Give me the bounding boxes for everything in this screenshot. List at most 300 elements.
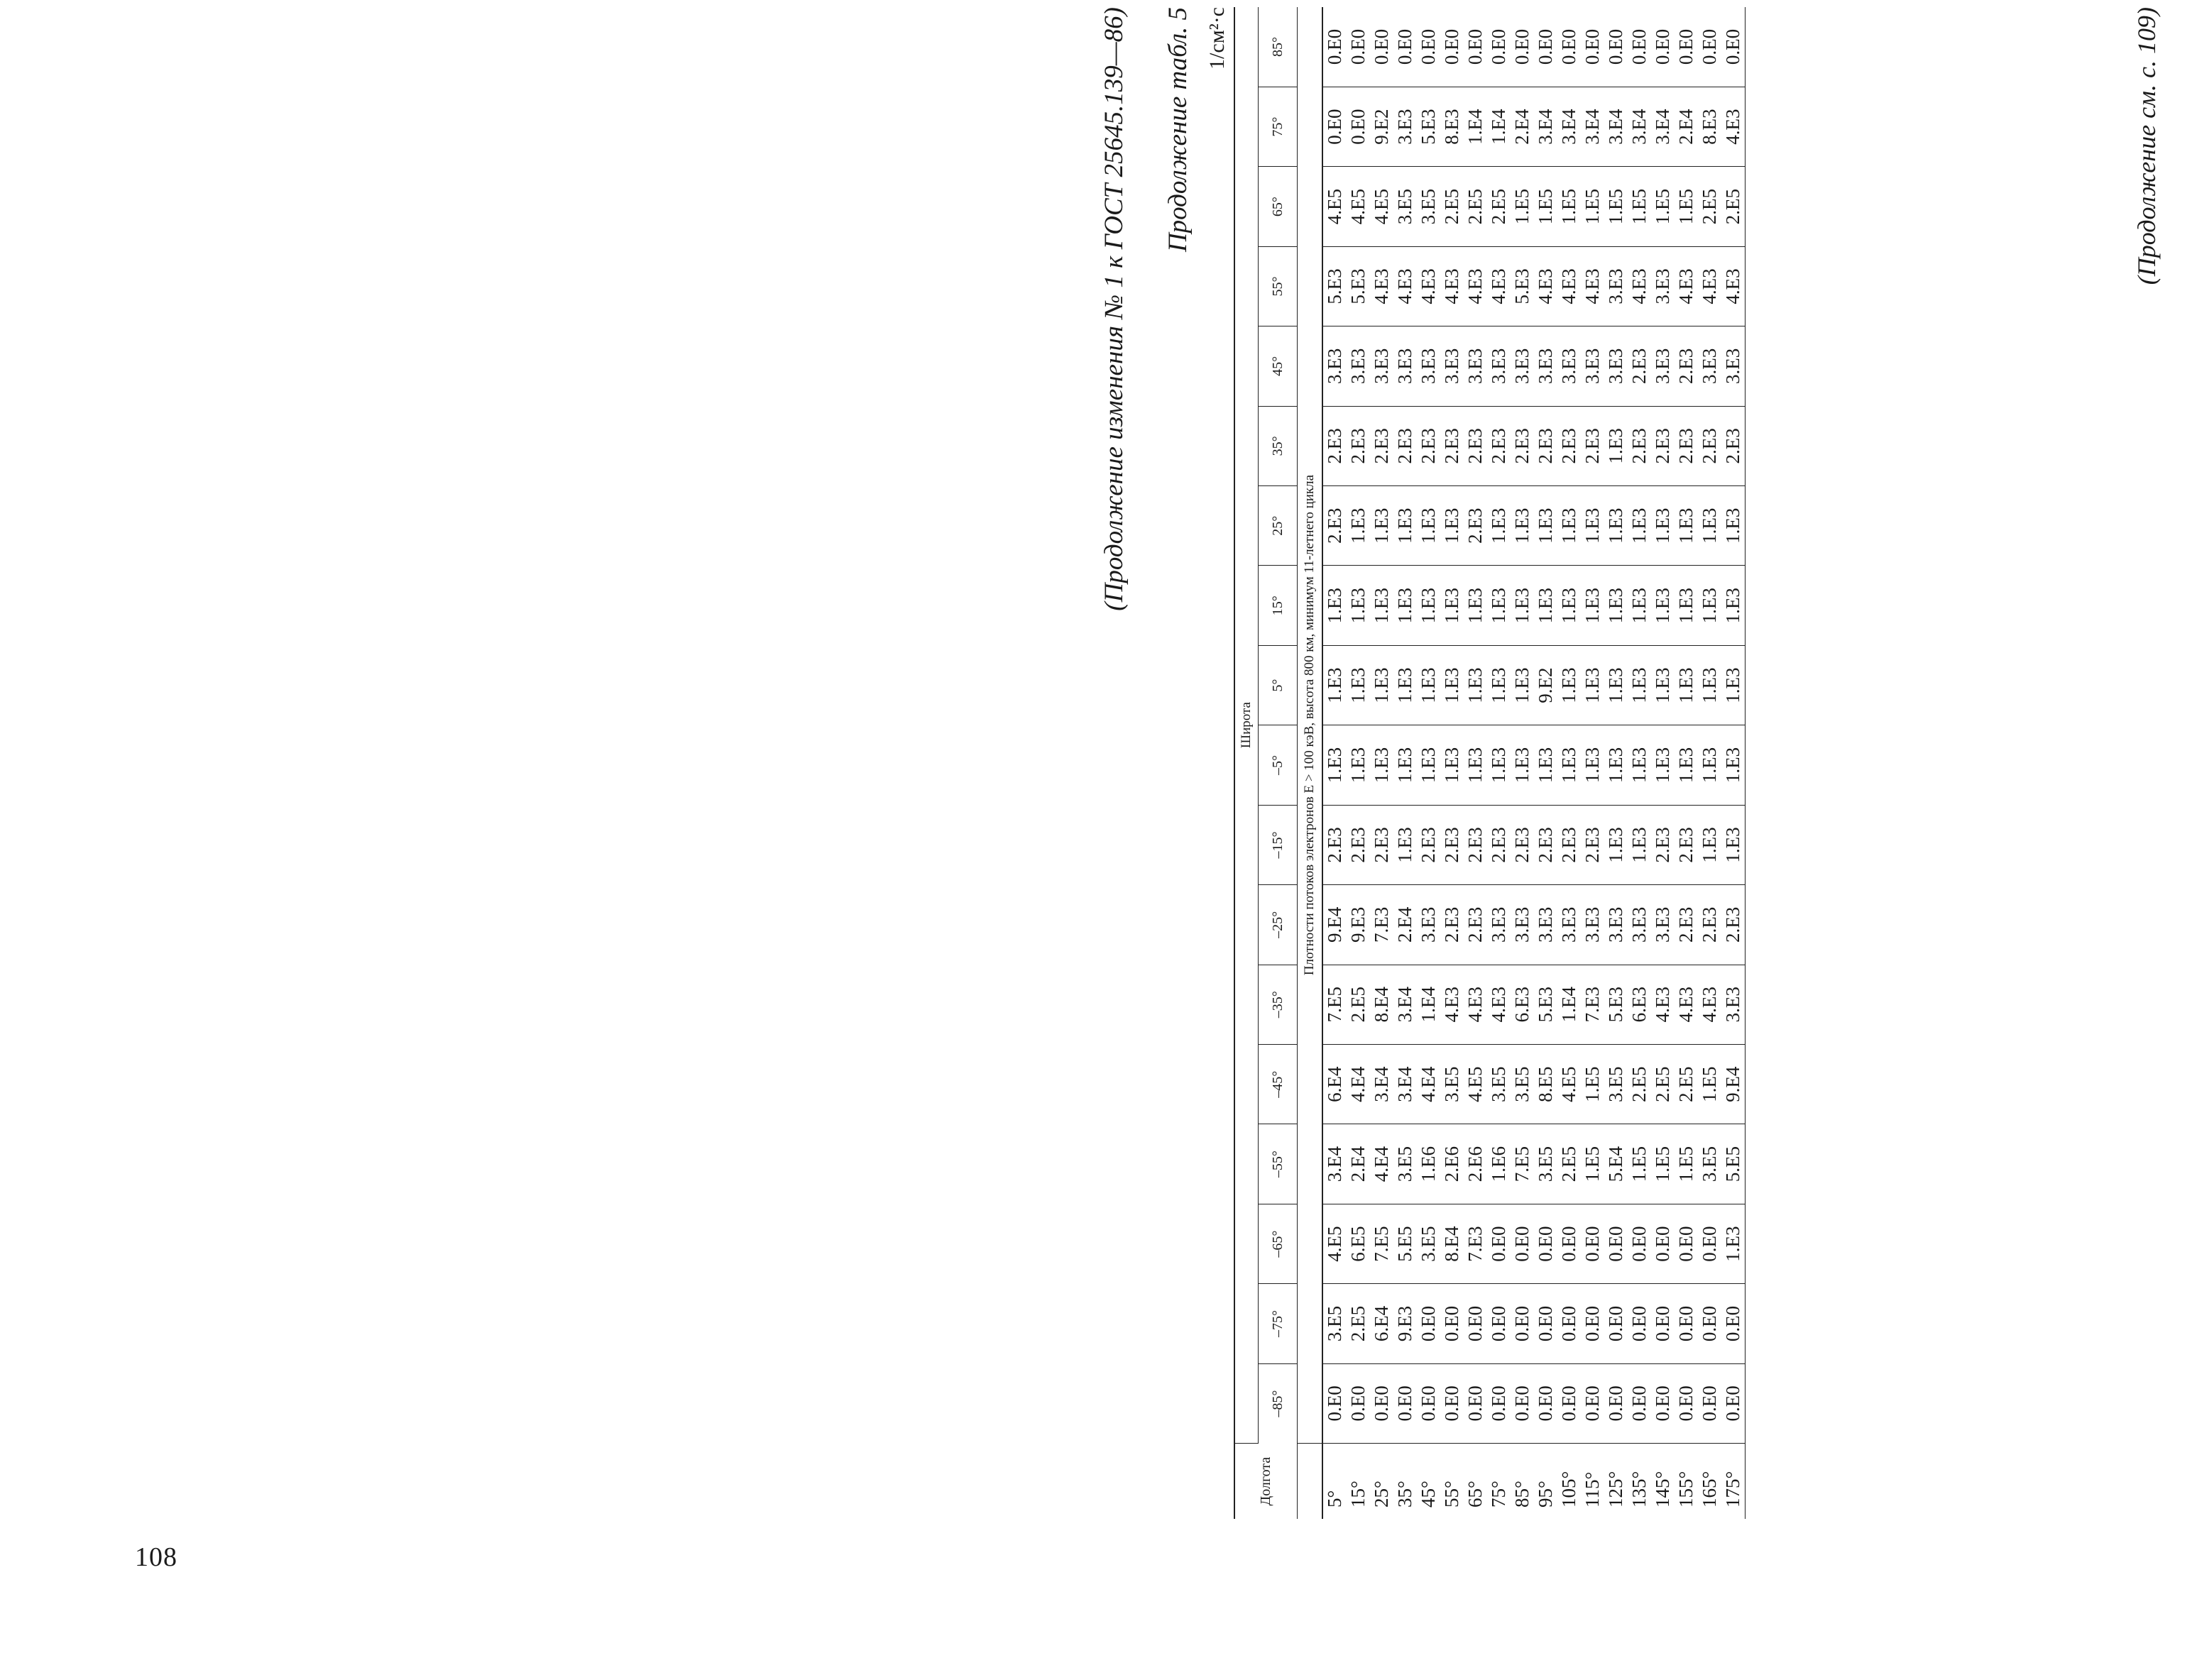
flux-value-cell: 1.E3 xyxy=(1347,645,1370,725)
flux-value-cell: 1.E4 xyxy=(1464,87,1487,166)
latitude-header-cell: 65° xyxy=(1259,167,1298,246)
flux-value-cell: 0.E0 xyxy=(1511,1204,1534,1283)
flux-value-cell: 2.E3 xyxy=(1464,885,1487,965)
continuation-footer-note: (Продолжение см. с. 109) xyxy=(2132,7,2161,285)
longitude-cell: 85° xyxy=(1511,1481,1533,1508)
flux-value-cell: 2.E5 xyxy=(1698,167,1721,246)
flux-value-cell: 1.E3 xyxy=(1698,566,1721,645)
flux-value-cell: 1.E5 xyxy=(1628,1124,1651,1204)
latitude-header-cell: –35° xyxy=(1259,965,1298,1044)
flux-value-cell: 3.E3 xyxy=(1393,326,1417,406)
flux-value-cell: 4.E5 xyxy=(1322,1204,1347,1283)
flux-value-cell: 2.E6 xyxy=(1440,1124,1464,1204)
latitude-header-cell: –15° xyxy=(1259,805,1298,884)
flux-value-cell: 2.E3 xyxy=(1675,885,1698,965)
flux-value-cell: 1.E3 xyxy=(1370,566,1393,645)
flux-value-cell: 4.E5 xyxy=(1347,167,1370,246)
table-group-header-row xyxy=(1234,7,1259,1519)
flux-value-cell: 2.E3 xyxy=(1417,805,1440,884)
flux-value-cell: 2.E3 xyxy=(1581,805,1604,884)
flux-value-cell: 2.E3 xyxy=(1417,406,1440,485)
flux-value-cell: 0.E0 xyxy=(1464,1363,1487,1443)
flux-value-cell: 0.E0 xyxy=(1651,1204,1675,1283)
longitude-cell: 65° xyxy=(1464,1481,1486,1508)
flux-value-cell: 1.E3 xyxy=(1393,805,1417,884)
table-row xyxy=(1557,7,1581,1519)
flux-value-cell: 4.E3 xyxy=(1487,965,1511,1044)
flux-value-cell: 0.E0 xyxy=(1698,7,1721,87)
flux-value-cell: 1.E3 xyxy=(1393,725,1417,805)
flux-value-cell: 0.E0 xyxy=(1534,1363,1557,1443)
flux-value-cell: 0.E0 xyxy=(1557,1363,1581,1443)
flux-value-cell: 0.E0 xyxy=(1464,7,1487,87)
flux-value-cell: 4.E3 xyxy=(1581,246,1604,326)
flux-value-cell: 4.E5 xyxy=(1322,167,1347,246)
latitude-header-cell: –75° xyxy=(1259,1284,1298,1363)
latitude-header-cell: 5° xyxy=(1259,645,1298,725)
flux-value-cell: 1.E3 xyxy=(1628,725,1651,805)
flux-value-cell: 4.E3 xyxy=(1721,246,1746,326)
flux-value-cell: 0.E0 xyxy=(1487,1284,1511,1363)
flux-value-cell: 0.E0 xyxy=(1698,1363,1721,1443)
flux-value-cell: 1.E3 xyxy=(1322,566,1347,645)
flux-value-cell: 1.E3 xyxy=(1511,645,1534,725)
flux-value-cell: 2.E3 xyxy=(1487,406,1511,485)
table-row xyxy=(1581,7,1604,1519)
flux-value-cell: 9.E4 xyxy=(1721,1045,1746,1124)
flux-value-cell: 1.E3 xyxy=(1440,566,1464,645)
flux-value-cell: 2.E3 xyxy=(1581,406,1604,485)
latitude-header-cell: 35° xyxy=(1259,406,1298,485)
flux-value-cell: 1.E3 xyxy=(1347,725,1370,805)
flux-value-cell: 0.E0 xyxy=(1464,1284,1487,1363)
flux-value-cell: 2.E3 xyxy=(1440,805,1464,884)
flux-value-cell: 3.E4 xyxy=(1651,87,1675,166)
flux-value-cell: 1.E3 xyxy=(1464,566,1487,645)
flux-value-cell: 3.E3 xyxy=(1347,326,1370,406)
flux-value-cell: 6.E3 xyxy=(1511,965,1534,1044)
flux-value-cell: 0.E0 xyxy=(1721,7,1746,87)
flux-value-cell: 3.E3 xyxy=(1557,326,1581,406)
flux-value-cell: 0.E0 xyxy=(1651,7,1675,87)
flux-value-cell: 2.E3 xyxy=(1322,486,1347,566)
flux-value-cell: 0.E0 xyxy=(1487,1204,1511,1283)
flux-value-cell: 4.E4 xyxy=(1347,1045,1370,1124)
flux-value-cell: 2.E3 xyxy=(1651,406,1675,485)
flux-value-cell: 7.E5 xyxy=(1370,1204,1393,1283)
flux-value-cell: 0.E0 xyxy=(1370,7,1393,87)
flux-value-cell: 1.E5 xyxy=(1628,167,1651,246)
flux-value-cell: 1.E3 xyxy=(1581,486,1604,566)
flux-value-cell: 0.E0 xyxy=(1604,1204,1628,1283)
flux-value-cell: 8.E5 xyxy=(1534,1045,1557,1124)
flux-value-cell: 2.E3 xyxy=(1651,805,1675,884)
flux-value-cell: 1.E6 xyxy=(1487,1124,1511,1204)
flux-value-cell: 2.E4 xyxy=(1511,87,1534,166)
flux-value-cell: 1.E5 xyxy=(1511,167,1534,246)
flux-value-cell: 1.E3 xyxy=(1511,725,1534,805)
table-row xyxy=(1511,7,1534,1519)
latitude-header-cell: 85° xyxy=(1259,7,1298,87)
flux-value-cell: 0.E0 xyxy=(1417,1363,1440,1443)
flux-value-cell: 2.E3 xyxy=(1534,406,1557,485)
flux-value-cell: 4.E4 xyxy=(1417,1045,1440,1124)
flux-value-cell: 8.E4 xyxy=(1440,1204,1464,1283)
flux-value-cell: 1.E3 xyxy=(1487,645,1511,725)
flux-value-cell: 1.E5 xyxy=(1698,1045,1721,1124)
latitude-header-cell: –85° xyxy=(1259,1363,1298,1443)
table-row xyxy=(1651,7,1675,1519)
table-row xyxy=(1393,7,1417,1519)
flux-value-cell: 3.E4 xyxy=(1604,87,1628,166)
table-row xyxy=(1464,7,1487,1519)
longitude-cell: 35° xyxy=(1394,1481,1415,1508)
flux-value-cell: 0.E0 xyxy=(1487,1363,1511,1443)
table-row xyxy=(1487,7,1511,1519)
flux-value-cell: 4.E4 xyxy=(1370,1124,1393,1204)
flux-value-cell: 1.E3 xyxy=(1370,725,1393,805)
flux-value-cell: 3.E3 xyxy=(1581,326,1604,406)
flux-value-cell: 3.E3 xyxy=(1557,885,1581,965)
flux-value-cell: 4.E5 xyxy=(1370,167,1393,246)
flux-value-cell: 1.E3 xyxy=(1393,486,1417,566)
flux-value-cell: 1.E3 xyxy=(1393,566,1417,645)
flux-value-cell: 0.E0 xyxy=(1628,1363,1651,1443)
document-header: (Продолжение изменения № 1 к ГОСТ 25645.139—86) xyxy=(1100,7,1129,611)
flux-value-cell: 4.E3 xyxy=(1628,246,1651,326)
flux-value-cell: 0.E0 xyxy=(1628,1284,1651,1363)
longitude-cell: 125° xyxy=(1605,1471,1626,1508)
flux-value-cell: 3.E3 xyxy=(1534,326,1557,406)
unit-label: 1/см²·с xyxy=(1205,7,1229,70)
latitude-header-cell: 45° xyxy=(1259,326,1298,406)
flux-value-cell: 1.E3 xyxy=(1721,1204,1746,1283)
flux-value-cell: 4.E3 xyxy=(1721,87,1746,166)
flux-value-cell: 0.E0 xyxy=(1698,1204,1721,1283)
flux-value-cell: 4.E3 xyxy=(1440,965,1464,1044)
flux-value-cell: 8.E4 xyxy=(1370,965,1393,1044)
flux-value-cell: 1.E3 xyxy=(1721,566,1746,645)
flux-value-cell: 1.E5 xyxy=(1581,1124,1604,1204)
flux-value-cell: 2.E3 xyxy=(1464,406,1487,485)
flux-value-cell: 4.E3 xyxy=(1698,965,1721,1044)
flux-value-cell: 4.E3 xyxy=(1675,965,1698,1044)
flux-value-cell: 0.E0 xyxy=(1417,7,1440,87)
flux-value-cell: 1.E3 xyxy=(1628,566,1651,645)
flux-value-cell: 1.E3 xyxy=(1370,486,1393,566)
flux-value-cell: 2.E3 xyxy=(1721,885,1746,965)
flux-value-cell: 4.E3 xyxy=(1534,246,1557,326)
flux-value-cell: 0.E0 xyxy=(1557,1284,1581,1363)
flux-value-cell: 0.E0 xyxy=(1440,7,1464,87)
flux-value-cell: 2.E3 xyxy=(1628,406,1651,485)
flux-value-cell: 3.E3 xyxy=(1417,326,1440,406)
table-row xyxy=(1347,7,1370,1519)
flux-value-cell: 3.E3 xyxy=(1651,326,1675,406)
flux-value-cell: 0.E0 xyxy=(1581,1363,1604,1443)
flux-value-cell: 3.E3 xyxy=(1604,246,1628,326)
flux-value-cell: 1.E3 xyxy=(1322,645,1347,725)
flux-value-cell: 2.E3 xyxy=(1557,805,1581,884)
flux-value-cell: 1.E3 xyxy=(1721,486,1746,566)
flux-value-cell: 2.E3 xyxy=(1721,406,1746,485)
latitude-header-cell: –55° xyxy=(1259,1124,1298,1204)
flux-value-cell: 7.E3 xyxy=(1464,1204,1487,1283)
flux-value-cell: 1.E3 xyxy=(1675,486,1698,566)
flux-value-cell: 1.E3 xyxy=(1322,725,1347,805)
flux-value-cell: 0.E0 xyxy=(1511,1284,1534,1363)
flux-value-cell: 2.E3 xyxy=(1628,326,1651,406)
flux-value-cell: 1.E3 xyxy=(1370,645,1393,725)
flux-value-cell: 0.E0 xyxy=(1440,1363,1464,1443)
flux-value-cell: 1.E5 xyxy=(1675,167,1698,246)
flux-value-cell: 3.E5 xyxy=(1604,1045,1628,1124)
flux-value-cell: 1.E3 xyxy=(1604,486,1628,566)
flux-value-cell: 1.E3 xyxy=(1628,645,1651,725)
flux-value-cell: 1.E3 xyxy=(1440,725,1464,805)
flux-value-cell: 1.E3 xyxy=(1487,566,1511,645)
flux-value-cell: 4.E3 xyxy=(1487,246,1511,326)
flux-value-cell: 2.E3 xyxy=(1511,805,1534,884)
flux-value-cell: 5.E3 xyxy=(1322,246,1347,326)
flux-value-cell: 0.E0 xyxy=(1721,1284,1746,1363)
flux-value-cell: 5.E5 xyxy=(1393,1204,1417,1283)
flux-value-cell: 0.E0 xyxy=(1393,1363,1417,1443)
flux-value-cell: 0.E0 xyxy=(1534,7,1557,87)
flux-value-cell: 2.E3 xyxy=(1464,805,1487,884)
flux-value-cell: 3.E3 xyxy=(1698,326,1721,406)
flux-value-cell: 1.E3 xyxy=(1675,645,1698,725)
flux-value-cell: 0.E0 xyxy=(1675,7,1698,87)
flux-value-cell: 1.E3 xyxy=(1698,645,1721,725)
flux-value-cell: 5.E3 xyxy=(1534,965,1557,1044)
flux-value-cell: 2.E3 xyxy=(1440,406,1464,485)
flux-value-cell: 2.E3 xyxy=(1487,805,1511,884)
flux-value-cell: 0.E0 xyxy=(1604,1284,1628,1363)
flux-value-cell: 0.E0 xyxy=(1322,87,1347,166)
flux-value-cell: 1.E3 xyxy=(1675,566,1698,645)
flux-value-cell: 7.E3 xyxy=(1581,965,1604,1044)
flux-value-cell: 1.E3 xyxy=(1721,805,1746,884)
flux-value-cell: 3.E5 xyxy=(1534,1124,1557,1204)
flux-value-cell: 4.E3 xyxy=(1464,246,1487,326)
flux-value-cell: 2.E3 xyxy=(1322,805,1347,884)
flux-value-cell: 2.E3 xyxy=(1534,805,1557,884)
flux-value-cell: 0.E0 xyxy=(1534,1284,1557,1363)
flux-value-cell: 9.E2 xyxy=(1370,87,1393,166)
flux-value-cell: 3.E5 xyxy=(1393,1124,1417,1204)
longitude-cell: 45° xyxy=(1418,1481,1439,1508)
longitude-cell: 25° xyxy=(1371,1481,1392,1508)
flux-value-cell: 0.E0 xyxy=(1675,1204,1698,1283)
flux-value-cell: 1.E3 xyxy=(1628,805,1651,884)
flux-value-cell: 9.E2 xyxy=(1534,645,1557,725)
flux-value-cell: 3.E4 xyxy=(1534,87,1557,166)
flux-value-cell: 1.E3 xyxy=(1651,645,1675,725)
flux-value-cell: 2.E3 xyxy=(1370,805,1393,884)
flux-value-cell: 1.E3 xyxy=(1534,725,1557,805)
flux-value-cell: 0.E0 xyxy=(1440,1284,1464,1363)
flux-value-cell: 2.E3 xyxy=(1675,805,1698,884)
latitude-header-cell: 55° xyxy=(1259,246,1298,326)
flux-value-cell: 3.E4 xyxy=(1581,87,1604,166)
flux-value-cell: 8.E3 xyxy=(1698,87,1721,166)
flux-value-cell: 7.E5 xyxy=(1511,1124,1534,1204)
flux-value-cell: 2.E3 xyxy=(1511,406,1534,485)
flux-value-cell: 1.E3 xyxy=(1487,486,1511,566)
flux-value-cell: 2.E5 xyxy=(1721,167,1746,246)
flux-value-cell: 0.E0 xyxy=(1651,1363,1675,1443)
flux-value-cell: 1.E3 xyxy=(1698,805,1721,884)
flux-value-cell: 3.E3 xyxy=(1651,246,1675,326)
flux-value-cell: 3.E4 xyxy=(1393,965,1417,1044)
table-row xyxy=(1675,7,1698,1519)
flux-value-cell: 6.E4 xyxy=(1322,1045,1347,1124)
latitude-header-cell: –5° xyxy=(1259,725,1298,805)
latitude-group-header: Широта xyxy=(1234,7,1259,1444)
flux-value-cell: 4.E3 xyxy=(1651,965,1675,1044)
flux-value-cell: 2.E3 xyxy=(1347,805,1370,884)
flux-value-cell: 0.E0 xyxy=(1604,1363,1628,1443)
flux-value-cell: 1.E3 xyxy=(1534,566,1557,645)
flux-value-cell: 1.E3 xyxy=(1604,645,1628,725)
flux-value-cell: 3.E3 xyxy=(1651,885,1675,965)
table-row xyxy=(1721,7,1746,1519)
flux-value-cell: 1.E5 xyxy=(1534,167,1557,246)
flux-value-cell: 0.E0 xyxy=(1581,1204,1604,1283)
flux-value-cell: 1.E3 xyxy=(1511,486,1534,566)
flux-value-cell: 1.E3 xyxy=(1440,486,1464,566)
flux-value-cell: 1.E3 xyxy=(1557,645,1581,725)
flux-value-cell: 5.E3 xyxy=(1604,965,1628,1044)
flux-value-cell: 4.E3 xyxy=(1675,246,1698,326)
flux-value-cell: 4.E3 xyxy=(1417,246,1440,326)
table-subtitle-row xyxy=(1298,7,1323,1519)
flux-value-cell: 1.E3 xyxy=(1675,725,1698,805)
table-row xyxy=(1417,7,1440,1519)
flux-value-cell: 5.E3 xyxy=(1511,246,1534,326)
flux-value-cell: 5.E3 xyxy=(1417,87,1440,166)
flux-value-cell: 0.E0 xyxy=(1487,7,1511,87)
flux-value-cell: 1.E3 xyxy=(1347,566,1370,645)
longitude-cell: 145° xyxy=(1652,1471,1673,1508)
flux-value-cell: 1.E3 xyxy=(1534,486,1557,566)
flux-value-cell: 2.E3 xyxy=(1440,885,1464,965)
flux-value-cell: 1.E5 xyxy=(1581,1045,1604,1124)
flux-value-cell: 3.E3 xyxy=(1370,326,1393,406)
flux-value-cell: 0.E0 xyxy=(1322,7,1347,87)
flux-value-cell: 1.E3 xyxy=(1581,645,1604,725)
flux-value-cell: 1.E6 xyxy=(1417,1124,1440,1204)
flux-value-cell: 3.E3 xyxy=(1628,885,1651,965)
flux-value-cell: 1.E3 xyxy=(1604,805,1628,884)
flux-value-cell: 9.E3 xyxy=(1393,1284,1417,1363)
flux-value-cell: 4.E5 xyxy=(1557,1045,1581,1124)
latitude-header-cell: –65° xyxy=(1259,1204,1298,1283)
flux-value-cell: 4.E3 xyxy=(1698,246,1721,326)
flux-value-cell: 0.E0 xyxy=(1557,1204,1581,1283)
flux-value-cell: 2.E3 xyxy=(1557,406,1581,485)
flux-value-cell: 3.E5 xyxy=(1417,1204,1440,1283)
longitude-cell: 75° xyxy=(1488,1481,1509,1508)
flux-value-cell: 1.E3 xyxy=(1487,725,1511,805)
flux-value-cell: 1.E5 xyxy=(1675,1124,1698,1204)
flux-value-cell: 3.E3 xyxy=(1393,87,1417,166)
flux-value-cell: 0.E0 xyxy=(1675,1284,1698,1363)
flux-value-cell: 4.E3 xyxy=(1464,965,1487,1044)
flux-value-cell: 3.E3 xyxy=(1487,326,1511,406)
flux-value-cell: 5.E5 xyxy=(1721,1124,1746,1204)
flux-value-cell: 3.E4 xyxy=(1628,87,1651,166)
table-row xyxy=(1604,7,1628,1519)
flux-value-cell: 0.E0 xyxy=(1698,1284,1721,1363)
flux-value-cell: 0.E0 xyxy=(1322,1363,1347,1443)
flux-value-cell: 3.E3 xyxy=(1721,965,1746,1044)
flux-value-cell: 1.E5 xyxy=(1651,167,1675,246)
flux-value-cell: 0.E0 xyxy=(1675,1363,1698,1443)
flux-value-cell: 0.E0 xyxy=(1628,7,1651,87)
flux-value-cell: 1.E3 xyxy=(1417,645,1440,725)
flux-value-cell: 0.E0 xyxy=(1417,1284,1440,1363)
flux-value-cell: 0.E0 xyxy=(1581,1284,1604,1363)
flux-value-cell: 3.E3 xyxy=(1604,885,1628,965)
flux-value-cell: 2.E5 xyxy=(1675,1045,1698,1124)
flux-value-cell: 2.E3 xyxy=(1698,885,1721,965)
flux-value-cell: 2.E6 xyxy=(1464,1124,1487,1204)
flux-value-cell: 5.E3 xyxy=(1347,246,1370,326)
flux-value-cell: 1.E3 xyxy=(1393,645,1417,725)
flux-value-cell: 1.E3 xyxy=(1698,725,1721,805)
flux-value-cell: 1.E3 xyxy=(1721,645,1746,725)
flux-value-cell: 2.E4 xyxy=(1675,87,1698,166)
flux-value-cell: 1.E3 xyxy=(1557,486,1581,566)
flux-value-cell: 4.E5 xyxy=(1464,1045,1487,1124)
flux-value-cell: 9.E4 xyxy=(1322,885,1347,965)
flux-value-cell: 0.E0 xyxy=(1628,1204,1651,1283)
flux-value-cell: 1.E3 xyxy=(1417,486,1440,566)
flux-value-cell: 7.E5 xyxy=(1322,965,1347,1044)
flux-value-cell: 4.E3 xyxy=(1440,246,1464,326)
flux-value-cell: 9.E3 xyxy=(1347,885,1370,965)
flux-value-cell: 3.E5 xyxy=(1487,1045,1511,1124)
table-continuation-caption: Продолжение табл. 5 xyxy=(1163,7,1193,253)
flux-value-cell: 2.E5 xyxy=(1440,167,1464,246)
longitude-cell: 105° xyxy=(1558,1471,1579,1508)
table-row xyxy=(1698,7,1721,1519)
flux-value-cell: 1.E4 xyxy=(1557,965,1581,1044)
flux-value-cell: 1.E3 xyxy=(1464,645,1487,725)
flux-value-cell: 3.E5 xyxy=(1393,167,1417,246)
flux-value-cell: 1.E3 xyxy=(1651,486,1675,566)
flux-value-cell: 4.E3 xyxy=(1370,246,1393,326)
flux-value-cell: 3.E3 xyxy=(1581,885,1604,965)
latitude-header-cell: 75° xyxy=(1259,87,1298,166)
flux-value-cell: 2.E5 xyxy=(1464,167,1487,246)
latitude-header-cell: –45° xyxy=(1259,1045,1298,1124)
flux-value-cell: 1.E3 xyxy=(1417,725,1440,805)
flux-value-cell: 4.E3 xyxy=(1393,246,1417,326)
flux-value-cell: 0.E0 xyxy=(1347,7,1370,87)
flux-value-cell: 2.E3 xyxy=(1464,486,1487,566)
flux-value-cell: 1.E3 xyxy=(1698,486,1721,566)
flux-value-cell: 1.E3 xyxy=(1721,725,1746,805)
flux-value-cell: 1.E5 xyxy=(1604,167,1628,246)
flux-value-cell: 2.E5 xyxy=(1557,1124,1581,1204)
flux-value-cell: 3.E4 xyxy=(1322,1124,1347,1204)
flux-value-cell: 1.E3 xyxy=(1417,566,1440,645)
flux-value-cell: 1.E3 xyxy=(1557,566,1581,645)
table-row xyxy=(1628,7,1651,1519)
